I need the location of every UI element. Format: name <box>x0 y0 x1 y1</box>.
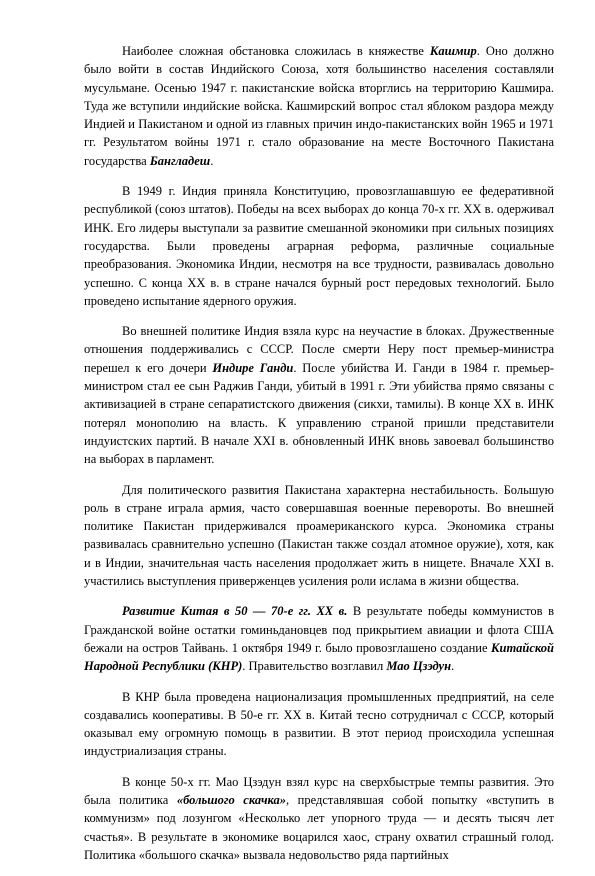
term-great-leap: «большого скачка» <box>176 792 287 807</box>
paragraph-foreign-policy-india <box>84 322 554 468</box>
text-run: Наиболее сложная обстановка сложилась в княжестве <box>122 44 430 58</box>
text-run: Для политического развития Пакистана характерна нестабильность. Большую роль в стране играла армия, часто совершавшая военные перевороты. Во внешней политике Пакистан придерживался проамериканского курса. Экономика страны развивалась сравнительно успешно (Пакистан также создал атомное оружие), хотя, как и в Индии, значительная часть населения продолжает жить в нищете. Вначале XXI в. участились выступления приверженцев усиления роли ислама в жизни общества. <box>84 482 554 589</box>
text-run: . Правительство возглавил <box>242 659 387 674</box>
text-run: В КНР была проведена национализация промышленных предприятий, на селе создавались кооперативы. В 50-е гг. XX в. Китай тесно сотрудничал с СССР, который оказывал ему огромную помощь в развитии. В этот период происходила успешная индустриализация страны. <box>84 689 554 759</box>
paragraph-constitution <box>84 182 554 310</box>
text-run: Во внешней политике Индия взяла курс на неучастие в блоках. Дружественные отношения поддерживались с СССР. После смерти Неру пост премьер-министра перешел к его дочери <box>84 324 554 375</box>
paragraph-kashmir <box>84 42 554 170</box>
text-run: В результате победы коммунистов в Гражданской войне остатки гоминьдановцев под прикрытием авиации и флота США бежали на остров Тайвань. 1 октября 1949 г. было провозглашено создание <box>84 604 554 655</box>
document-page <box>84 42 554 876</box>
term-kashmir: Кашмир <box>429 44 477 58</box>
paragraph-pakistan <box>84 481 554 591</box>
text-run: . Оно должно было войти в состав Индийского Союза, хотя большинство населения составляли мусульмане. Осенью 1947 г. пакистанские войска вторглись на территорию Кашмира. Туда же вступили индийские войска. Кашмирский вопрос стал яблоком раздора между Индией и Пакистаном и одной из главных причин индо-пакистанских войн 1965 и 1971 гг. Результатом войны 1971 г. стало образование на месте Восточного Пакистана государства <box>84 44 554 168</box>
text-run: . <box>451 659 455 674</box>
paragraph-great-leap <box>84 773 554 864</box>
term-prc: Китайской Народной Республики (КНР) <box>84 640 554 674</box>
paragraph-china-development <box>84 602 554 675</box>
term-mao-zedong: Мао Цзэдун <box>386 659 452 674</box>
text-run: , представлявшая собой попытку «вступить в коммунизм» под лозунгом «Несколько лет упорного труда — и десять тысяч лет счастья». В результате в экономике воцарился хаос, страну охватил страшный голод. Политика «большого скачка» вызвала недовольство ряда партийных <box>84 792 554 862</box>
paragraph-prc-nationalization <box>84 688 554 761</box>
text-run: . <box>210 153 214 168</box>
section-heading-china: Развитие Китая в 50 — 70-е гг. XX в. <box>122 604 348 619</box>
term-indira-gandhi: Индире Ганди <box>212 360 294 375</box>
term-bangladesh: Бангладеш <box>149 153 211 168</box>
text-run: . После убийства И. Ганди в 1984 г. премьер-министром стал ее сын Раджив Ганди, убитый в 1991 г. Эти убийства прямо связаны с активизацией в стране сепаратистского движения (сикхи, тамилы). В конце XX в. ИНК потерял монополию на власть. К управлению страной пришли представители индуистских партий. В начале XXI в. обновленный ИНК вновь завоевал большинство на выборах в парламент. <box>84 360 555 467</box>
text-run: В 1949 г. Индия приняла Конституцию, провозглашавшую ее федеративной республикой (союз штатов). Победы на всех выборах до конца 70-х гг. XX в. одерживал ИНК. Его лидеры выступали за развитие смешанной экономики при сильных позициях государства. Были проведены аграрная реформа, различные социальные преобразования. Экономика Индии, несмотря на все трудности, развивалась довольно успешно. С конца XX в. в стране начался бурный рост передовых технологий. Было проведено испытание ядерного оружия. <box>84 184 554 308</box>
text-run: В конце 50-х гг. Мао Цзэдун взял курс на сверхбыстрые темпы развития. Это была политика <box>84 774 554 807</box>
